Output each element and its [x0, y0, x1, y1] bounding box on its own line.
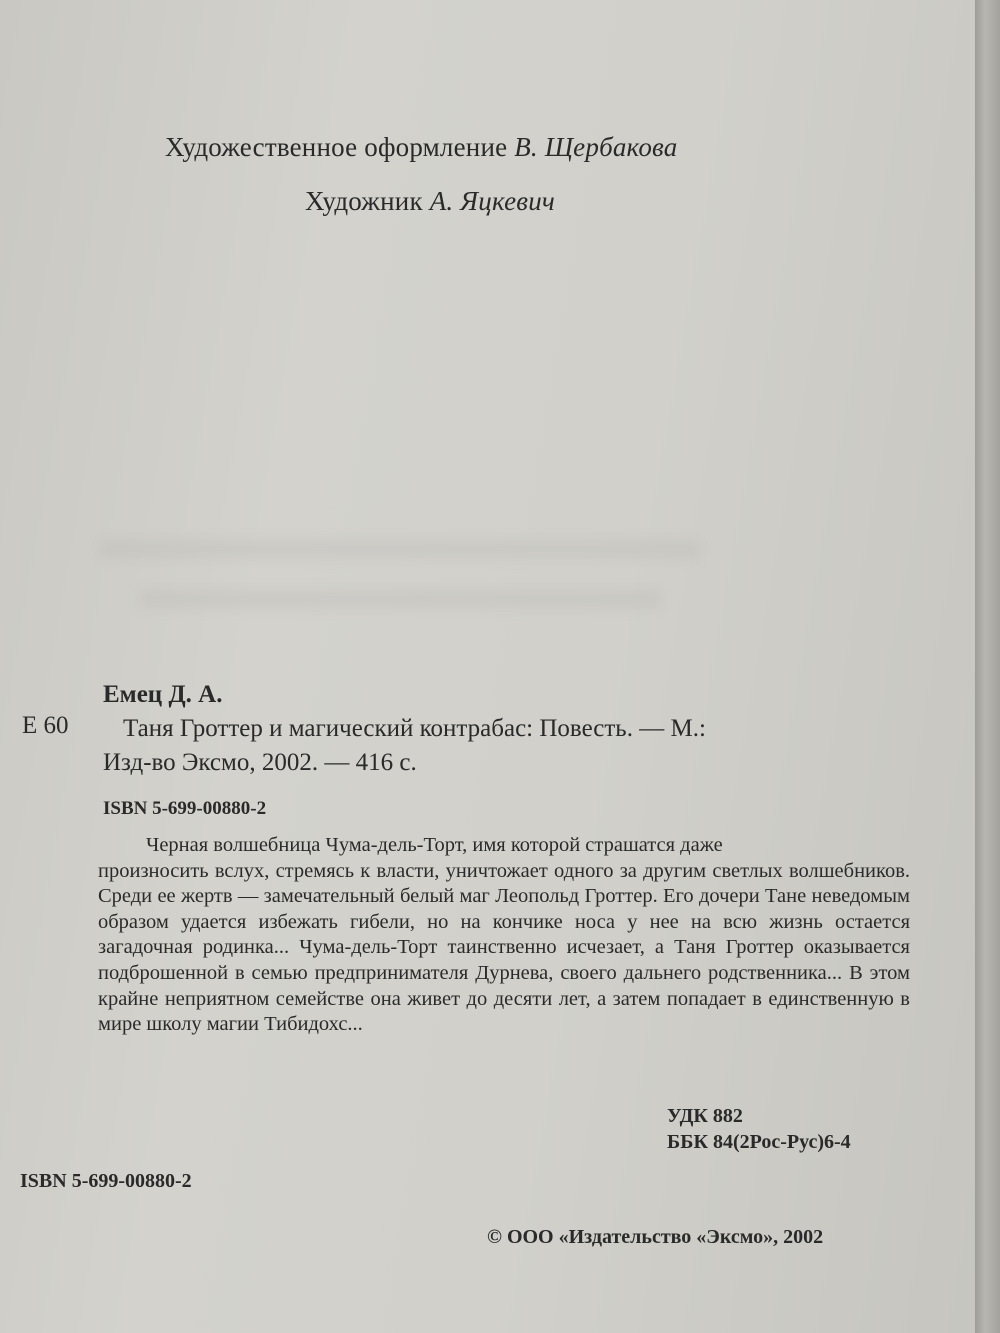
catalog-author: Емец Д. А. — [103, 681, 223, 708]
footer-isbn: ISBN 5-699-00880-2 — [20, 1170, 192, 1192]
design-credit-name: В. Щербакова — [514, 132, 678, 162]
abstract-first-line: Черная волшебница Чума-дель-Торт, имя которой страшатся даже — [146, 834, 723, 856]
artist-credit-label: Художник — [305, 186, 423, 216]
bbk-code: ББК 84(2Рос-Рус)6-4 — [667, 1131, 851, 1153]
design-credit-label: Художественное оформление — [165, 132, 508, 162]
abstract-body: произносить вслух, стремясь к власти, уничтожает одного за другим светлых волшебников. Среди ее жертв — замечательный белый маг Леопольд Гроттер. Его дочери Тане неведомым образом удается избежать гибели, но на кончике носа у нее на всю жизнь остается загадочная родинка... Чума-дель-Торт таинственно исчезает, а Таня Гроттер оказывается подброшенной в семью предпринимателя Дурнева, своего дальнего родственника... В этом крайне неприятном семействе она живет до десяти лет, а затем попадает в единственную в мире школу магии Тибидохс... — [98, 859, 910, 1036]
catalog-entry — [103, 712, 923, 780]
show-through-shadow — [140, 590, 660, 608]
abstract-paragraph — [98, 833, 910, 1038]
show-through-shadow — [100, 540, 700, 558]
design-credit — [165, 132, 678, 163]
artist-credit — [305, 186, 555, 217]
catalog-isbn: ISBN 5-699-00880-2 — [103, 798, 267, 819]
udk-code: УДК 882 — [667, 1105, 743, 1127]
page-edge — [975, 0, 1000, 1333]
copyright-notice: © ООО «Издательство «Эксмо», 2002 — [487, 1226, 824, 1248]
artist-credit-name: А. Яцкевич — [429, 186, 555, 216]
catalog-title-line: Таня Гроттер и магический контрабас: Повесть. — М.: — [123, 715, 706, 742]
catalog-code: Е 60 — [22, 712, 69, 739]
catalog-publisher-line: Изд-во Эксмо, 2002. — 416 с. — [103, 749, 417, 776]
